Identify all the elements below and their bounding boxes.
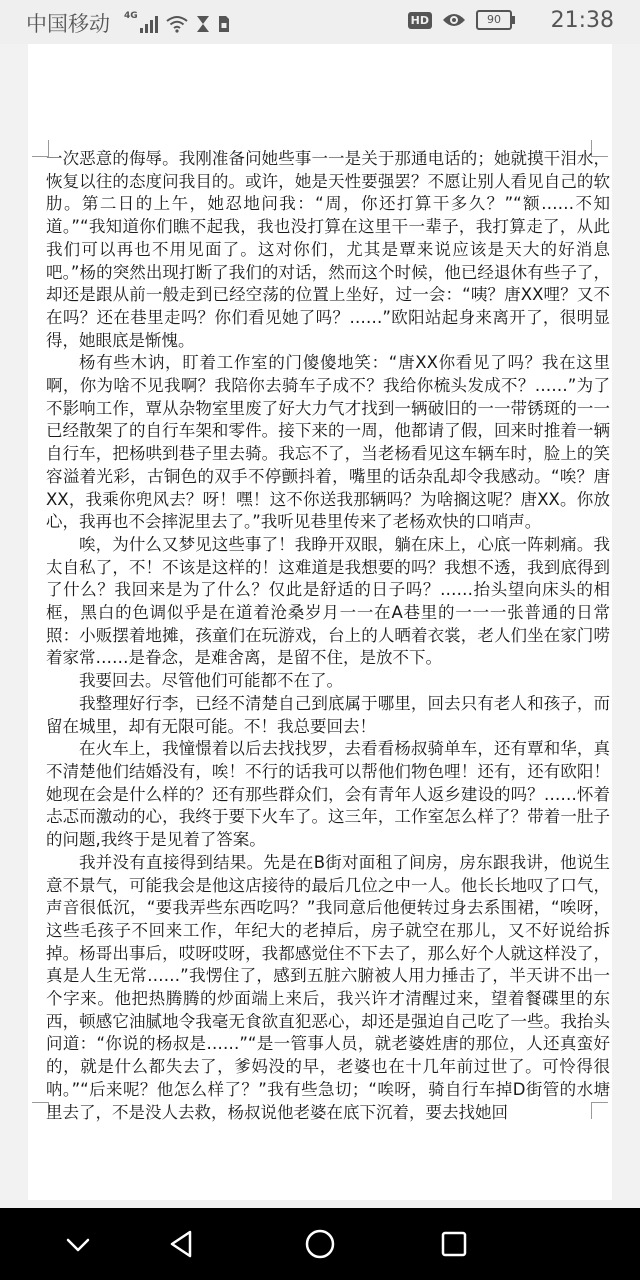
back-icon[interactable] [162,1224,202,1264]
hourglass-icon [196,15,210,33]
status-icons-right [408,10,512,30]
battery-icon: 90 [476,10,512,30]
navigation-bar [0,1208,640,1280]
eye-comfort-icon [442,12,466,28]
status-bar [0,0,640,44]
signal-icon [140,15,158,33]
paragraph-4: 我要回去。尽管他们可能都不在了。 [79,671,343,691]
hd-icon: HD [408,12,432,29]
paragraph-7: 我并没有直接得到结果。先是在B街对面租了间房，房东跟我讲，他说生意不景气，可能我会是他这店接待的最后几位之中一人。他长长地叹了口气，声音很低沉，“要我弄些东西吃吗？”我同意后他便转过身去系围裙，“唉呀，这些毛孩子不回来工作，年纪大的老掉后，房子就空在那儿，又不好说给拆掉。杨哥出事后，哎呀哎呀，我都感觉住不下去了，那么好个人就这样没了，真是人生无常……”我愣住了，感到五脏六腑被人用力捶击了，半天讲不出一个字来。他把热腾腾的炒面端上来后，我兴许才清醒过来，望着餐碟里的东西，顿感它油腻地令我毫无食欲直犯恶心，却还是强迫自己吃了一些。我抬头问道：“你说的杨叔是……”“是一管事人员，就老婆姓唐的那位，人还真蛮好的，就是什么都失去了，爹妈没的早，老婆也在十几年前过世了。可怜得很呐。”“后来呢？他怎么样了？”我有些急切；“唉呀，骑自行车掉D街管的水塘里去了，不是没人去救，杨叔说他老婆在底下沉着，要去找她回 [46,852,610,1122]
wifi-icon [166,15,188,33]
document-body [46,148,610,1124]
document-page[interactable] [28,44,612,1200]
paragraph-5: 我整理好行李，已经不清楚自己到底属于哪里，回去只有老人和孩子，而留在城里，却有无限可能。不！我总要回去！ [46,693,610,736]
chevron-down-icon[interactable] [58,1224,98,1264]
paragraph-6: 在火车上，我憧憬着以后去找找罗，去看看杨叔骑单车，还有覃和华，真不清楚他们结婚没有，唉！不行的话我可以帮他们物色哩！还有，还有欧阳！她现在会是什么样的？还有那些群众们，会有青年人返乡建设的吗？……怀着忐忑而激动的心，我终于要下火车了。这三年，工作室怎么样了？带着一肚子的问题,我终于是见着了答案。 [46,739,610,850]
status-icons-left [124,11,230,33]
clock: 21:38 [550,8,614,33]
paragraph-3: 唉，为什么又梦见这些事了！我睁开双眼，躺在床上，心底一阵刺痛。我太自私了，不！不该是这样的！这难道是我想要的吗？我想不透，我到底得到了什么？我回来是为了什么？仅此是舒适的日子吗？……抬头望向床头的相框，黑白的色调似乎是在道着沧桑岁月一一在A巷里的一一一张普通的日常照：小贩摆着地摊，孩童们在玩游戏，台上的人晒着衣裳，老人们坐在家门唠着家常……是眷念，是难舍离，是留不住，是放不下。 [46,534,610,668]
home-icon[interactable] [300,1224,340,1264]
paragraph-1: 一次恶意的侮辱。我刚准备问她些事一一是关于那通电话的；她就摸干泪水，恢复以往的态度问我目的。或许，她是天性要强罢？不愿让别人看见自己的软肋。第二日的上午，她忍地问我：“周，你还打算干多久？”“额……不知道。”“我知道你们瞧不起我，我也没打算在这里干一辈子，我打算走了，从此我们可以再也不用见面了。这对你们，尤其是覃来说应该是天大的好消息吧。”杨的突然出现打断了我们的对话，然而这个时候，他已经退休有些子了，却还是跟从前一般走到已经空荡的位置上坐好，过一会：“咦？唐XX哩？又不在吗？还在巷里走吗？你们看见她了吗？……”欧阳站起身来离开了，很明显得，她眼底是惭愧。 [46,149,610,350]
network-type: 4G [124,11,138,21]
paragraph-2: 杨有些木讷，盯着工作室的门傻傻地笑：“唐XX你看见了吗？我在这里啊，你为啥不见我啊？我陪你去骑车子成不？我给你梳头发成不？……”为了不影响工作，覃从杂物室里废了好大力气才找到一辆破旧的一一带锈斑的一一已经散架了的自行车架和零件。接下来的一周，他都请了假，回来时推着一辆自行车，把杨哄到巷子里去骑。我忘不了，当老杨看见这车辆车时，脸上的笑容溢着光彩，古铜色的双手不停颤抖着，嘴里的话杂乱却令我感动。“唉？唐XX，我乘你兜风去？呀！嘿！这不你送我那辆吗？为啥搁这呢？唐XX。你放心，我再也不会摔泥里去了。”我听见巷里传来了老杨欢快的口哨声。 [46,353,610,532]
carrier-name: 中国移动 [26,12,110,36]
sim-card-icon [218,15,230,33]
recent-apps-icon[interactable] [434,1224,474,1264]
